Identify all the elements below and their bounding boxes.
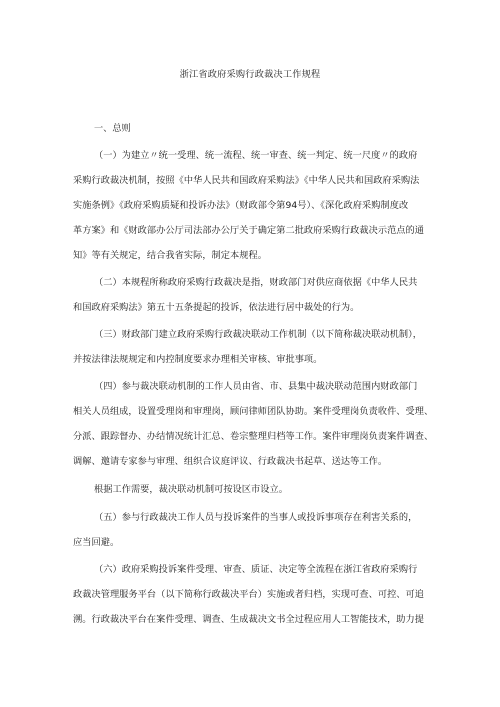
paragraph-4-line-4: 调解、邀请专家参与审理、组织合议庭评议、行政裁决书起草、送达等工作。 <box>73 456 388 467</box>
paragraph-7-line-1: （六）政府采购投诉案件受理、审查、质证、决定等全流程在浙江省政府采购行 <box>94 564 418 575</box>
paragraph-1-line-1: （一）为建立〃统一受理、统一流程、统一审查、统一判定、统一尺度〃的政府 <box>94 150 418 161</box>
paragraph-6-line-2: 应当回避。 <box>73 537 120 548</box>
paragraph-5-line-1: 根据工作需要，裁决联动机制可按设区市设立。 <box>94 484 288 495</box>
paragraph-1-line-2: 采购行政裁决机制，按照《中华人民共和国政府采购法》《中华人民共和国政府采购法 <box>73 175 420 186</box>
paragraph-1-line-5: 知》等有关规定，结合我省实际，制定本规程。 <box>73 250 267 261</box>
paragraph-7-line-3: 溯。行政裁决平台在案件受理、调查、生成裁决文书全过程应用人工智能技术，助力提 <box>73 614 425 625</box>
paragraph-6-line-1: （五）参与行政裁决工作人员与投诉案件的当事人或投诉事项存在利害关系的， <box>94 512 418 523</box>
paragraph-3-line-1: （三）财政部门建立政府采购行政裁决联动工作机制（以下简称裁决联动机制）， <box>94 329 422 340</box>
paragraph-1-line-4: 革方案》和《财政部办公厅司法部办公厅关于确定第二批政府采购行政裁决示范点的通 <box>73 225 425 236</box>
paragraph-1-line-3: 实施条例》《政府采购质疑和投诉办法》（财政部令第94号）、《深化政府采购制度改 <box>73 200 409 211</box>
paragraph-3-line-2: 并按法律法规规定和内控制度要求办理相关审核、审批事项。 <box>73 354 323 365</box>
document-title: 浙江省政府采购行政裁决工作规程 <box>179 69 321 80</box>
paragraph-4-line-1: （四）参与裁决联动机制的工作人员由省、市、县集中裁决联动范围内财政部门 <box>94 381 418 392</box>
paragraph-2-line-2: 和国政府采购法》第五十五条提起的投诉，依法进行居中裁处的行为。 <box>73 302 360 313</box>
paragraph-2-line-1: （二）本规程所称政府采购行政裁决是指，财政部门对供应商依据《中华人民共 <box>94 277 418 288</box>
paragraph-4-line-2: 相关人员组成，设置受理岗和审理岗，顾问律师团队协助。案件受理岗负责收件、受理、 <box>73 406 434 417</box>
paragraph-4-line-3: 分派、跟踪督办、办结情况统计汇总、卷宗整理归档等工作。案件审理岗负责案件调查、 <box>73 431 434 442</box>
paragraph-7-line-2: 政裁决管理服务平台（以下简称行政裁决平台）实施或者归档，实现可查、可控、可追 <box>73 589 425 600</box>
section-heading-general: 一、总则 <box>94 123 131 134</box>
